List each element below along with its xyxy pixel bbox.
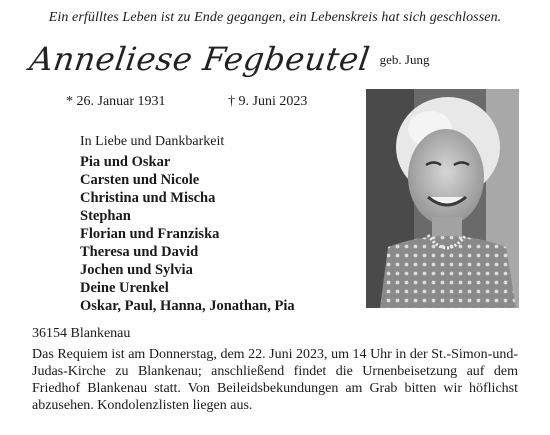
portrait-photo: [366, 89, 519, 308]
deceased-name: Anneliese Fegbeutel: [27, 40, 373, 78]
mourner-name: Theresa und David: [80, 244, 199, 260]
name-row: [27, 40, 430, 86]
service-notice: Das Requiem ist am Donnerstag, dem 22. Juni 2023, um 14 Uhr in der St.-Simon-und-Judas-Kirche zu Blankenau; anschließend findet die Urnenbeisetzung auf dem Friedhof Blankenau statt. Von Beileidsbekundungen am Grab bitten wir höflichst abzusehen. Kondolenzlisten liegen aus.: [32, 347, 518, 413]
mourner-name: Pia und Oskar: [80, 154, 171, 170]
mourner-name: Florian und Franziska: [80, 226, 220, 242]
maiden-name: geb. Jung: [379, 52, 430, 67]
mourner-name: Carsten und Nicole: [80, 172, 200, 188]
portrait-illustration: [366, 89, 519, 308]
mourner-name: Stephan: [80, 208, 131, 224]
mourner-name: Christina und Mischa: [80, 190, 216, 206]
mourners-list: [80, 153, 295, 315]
birth-date: * 26. Januar 1931: [66, 94, 166, 109]
mourner-name: Jochen und Sylvia: [80, 262, 193, 278]
place-text: 36154 Blankenau: [32, 326, 131, 341]
mourners-intro: In Liebe und Dankbarkeit: [80, 134, 225, 149]
motto-text: Ein erfülltes Leben ist zu Ende gegangen, ein Lebenskreis hat sich geschlossen.: [48, 10, 502, 25]
mourner-name: Deine Urenkel: [80, 280, 169, 296]
death-date: † 9. Juni 2023: [228, 94, 308, 109]
mourner-name: Oskar, Paul, Hanna, Jonathan, Pia: [80, 298, 295, 314]
